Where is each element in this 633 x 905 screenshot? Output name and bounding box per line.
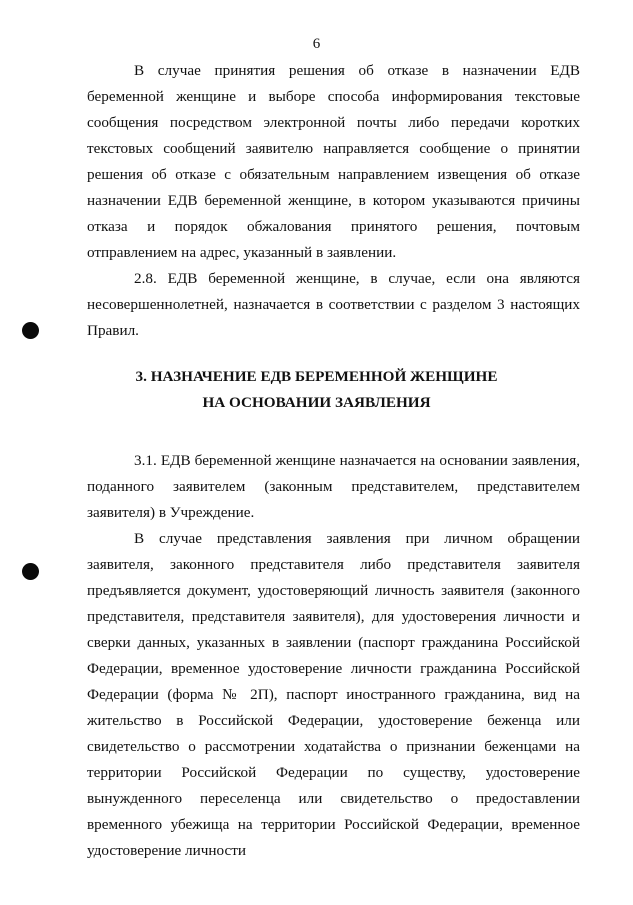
punch-hole-bottom bbox=[22, 563, 39, 580]
section-3-heading-line-1: 3. НАЗНАЧЕНИЕ ЕДВ БЕРЕМЕННОЙ ЖЕНЩИНЕ bbox=[135, 368, 498, 385]
section-3-text bbox=[87, 448, 580, 864]
paragraph-2-8: 2.8. ЕДВ беременной женщине, в случае, если она являются несовершеннолетней, назначается в соответствии с разделом 3 настоящих Правил. bbox=[87, 270, 580, 339]
paragraph-refusal: В случае принятия решения об отказе в назначении ЕДВ беременной женщине и выборе способа информирования текстовые сообщения посредством электронной почты либо передачи коротких текстовых сообщений заявителю направляется сообщение о принятии решения об отказе с обязательным направлением извещения об отказе назначении ЕДВ беременной женщине, в котором указываются причины отказа и порядок обжалования принятого решения, почтовым отправлением на адрес, указанный в заявлении. bbox=[87, 62, 580, 261]
punch-hole-top bbox=[22, 322, 39, 339]
paragraph-personal-appeal: В случае представления заявления при личном обращении заявителя, законного представителя либо представителя заявителя предъявляется документ, удостоверяющий личность заявителя (законного представителя, представителя заявителя), для удостоверения личности и сверки данных, указанных в заявлении (паспорт гражданина Российской Федерации, временное удостоверение личности гражданина Российской Федерации (форма № 2П), паспорт иностранного гражданина, вид на жительство в Российской Федерации, удостоверение беженца или свидетельство о рассмотрении ходатайства о признании беженцами на территории Российской Федерации по существу, удостоверение вынужденного переселенца или свидетельство о предоставлении временного убежища на территории Российской Федерации, временное удостоверение личности bbox=[87, 530, 580, 859]
paragraph-3-1: 3.1. ЕДВ беременной женщине назначается на основании заявления, поданного заявителем (законным представителем, представителем заявителя) в Учреждение. bbox=[87, 452, 580, 521]
section-3-heading-line-2: НА ОСНОВАНИИ ЗАЯВЛЕНИЯ bbox=[202, 394, 431, 411]
page-number: 6 bbox=[312, 36, 321, 52]
section-2-text bbox=[87, 58, 580, 344]
